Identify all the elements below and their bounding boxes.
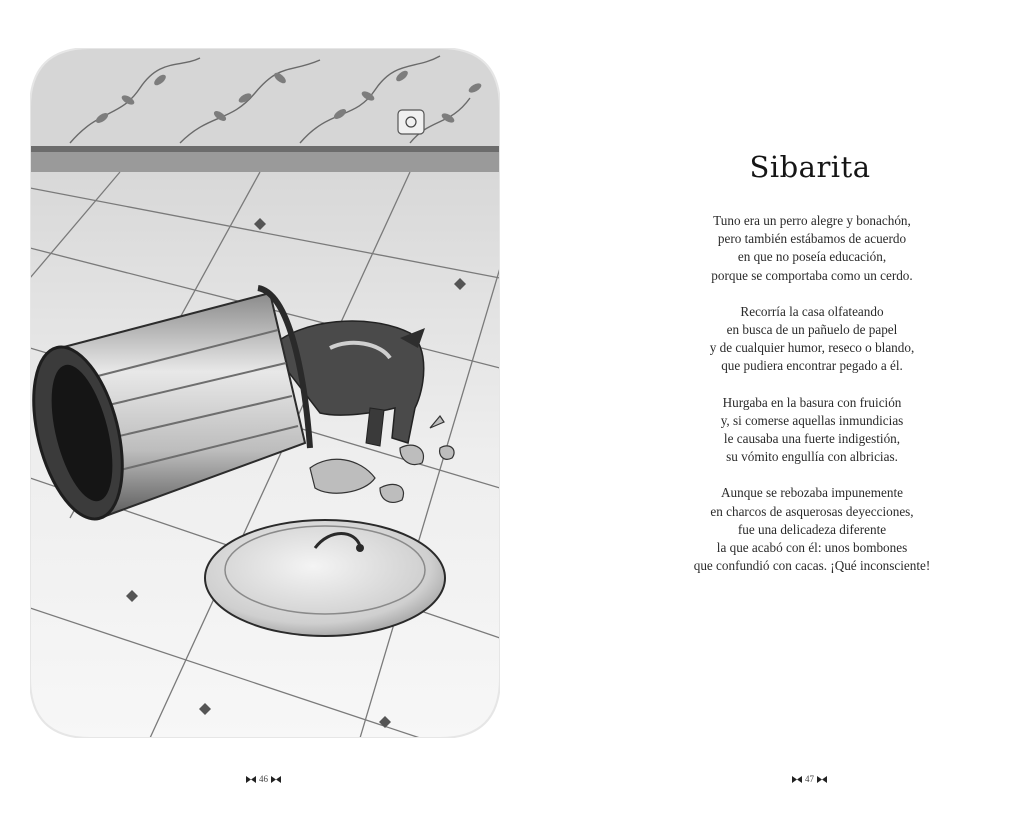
verse-line: Hurgaba en la basura con fruición	[722, 394, 902, 410]
verse-line: y, si comerse aquellas inmundicias	[720, 412, 904, 428]
wallpaper	[30, 48, 500, 153]
right-page	[512, 0, 1024, 819]
poem-title: Sibarita	[749, 150, 871, 184]
verse-line: Recorría la casa olfateando	[740, 303, 884, 319]
bow-ornament-icon	[271, 776, 281, 783]
stanza-1	[642, 212, 982, 285]
page-number-right	[792, 774, 827, 784]
verse-line: que pudiera encontrar pegado a él.	[721, 358, 903, 374]
verse-line: y de cualquier humor, reseco o blando,	[709, 340, 915, 356]
poem-body	[642, 212, 982, 593]
verse-line: Tuno era un perro alegre y bonachón,	[713, 213, 911, 228]
verse-line: su vómito engullía con albricias.	[726, 449, 898, 465]
verse-line: la que acabó con él: unos bombones	[716, 540, 908, 556]
stanza-4	[642, 484, 982, 575]
verse-line: porque se comportaba como un cerdo.	[711, 267, 913, 283]
page-number-text: 47	[805, 774, 814, 784]
stanza-3	[642, 394, 982, 467]
verse-line: en busca de un pañuelo de papel	[726, 322, 898, 338]
stanza-2	[642, 303, 982, 376]
verse-line: Aunque se rebozaba impunemente	[721, 485, 903, 501]
bow-ornament-icon	[792, 776, 802, 783]
verse-line: fue una delicadeza diferente	[737, 521, 887, 537]
bow-ornament-icon	[246, 776, 256, 783]
page-number-left	[246, 774, 281, 784]
bow-ornament-icon	[817, 776, 827, 783]
verse-line: en que no poseía educación,	[737, 249, 887, 265]
trash-can-lid	[205, 520, 445, 636]
verse-line: pero también estábamos de acuerdo	[717, 231, 907, 247]
knocked-over-trash-can-with-dog-illustration	[30, 48, 500, 738]
wall-outlet	[398, 110, 424, 134]
verse-line: en charcos de asquerosas deyecciones,	[710, 503, 914, 519]
page-number-text: 46	[259, 774, 268, 784]
verse-line: que confundió con cacas. ¡Qué inconsciente!	[693, 558, 931, 574]
verse-line: le causaba una fuerte indigestión,	[723, 431, 901, 447]
